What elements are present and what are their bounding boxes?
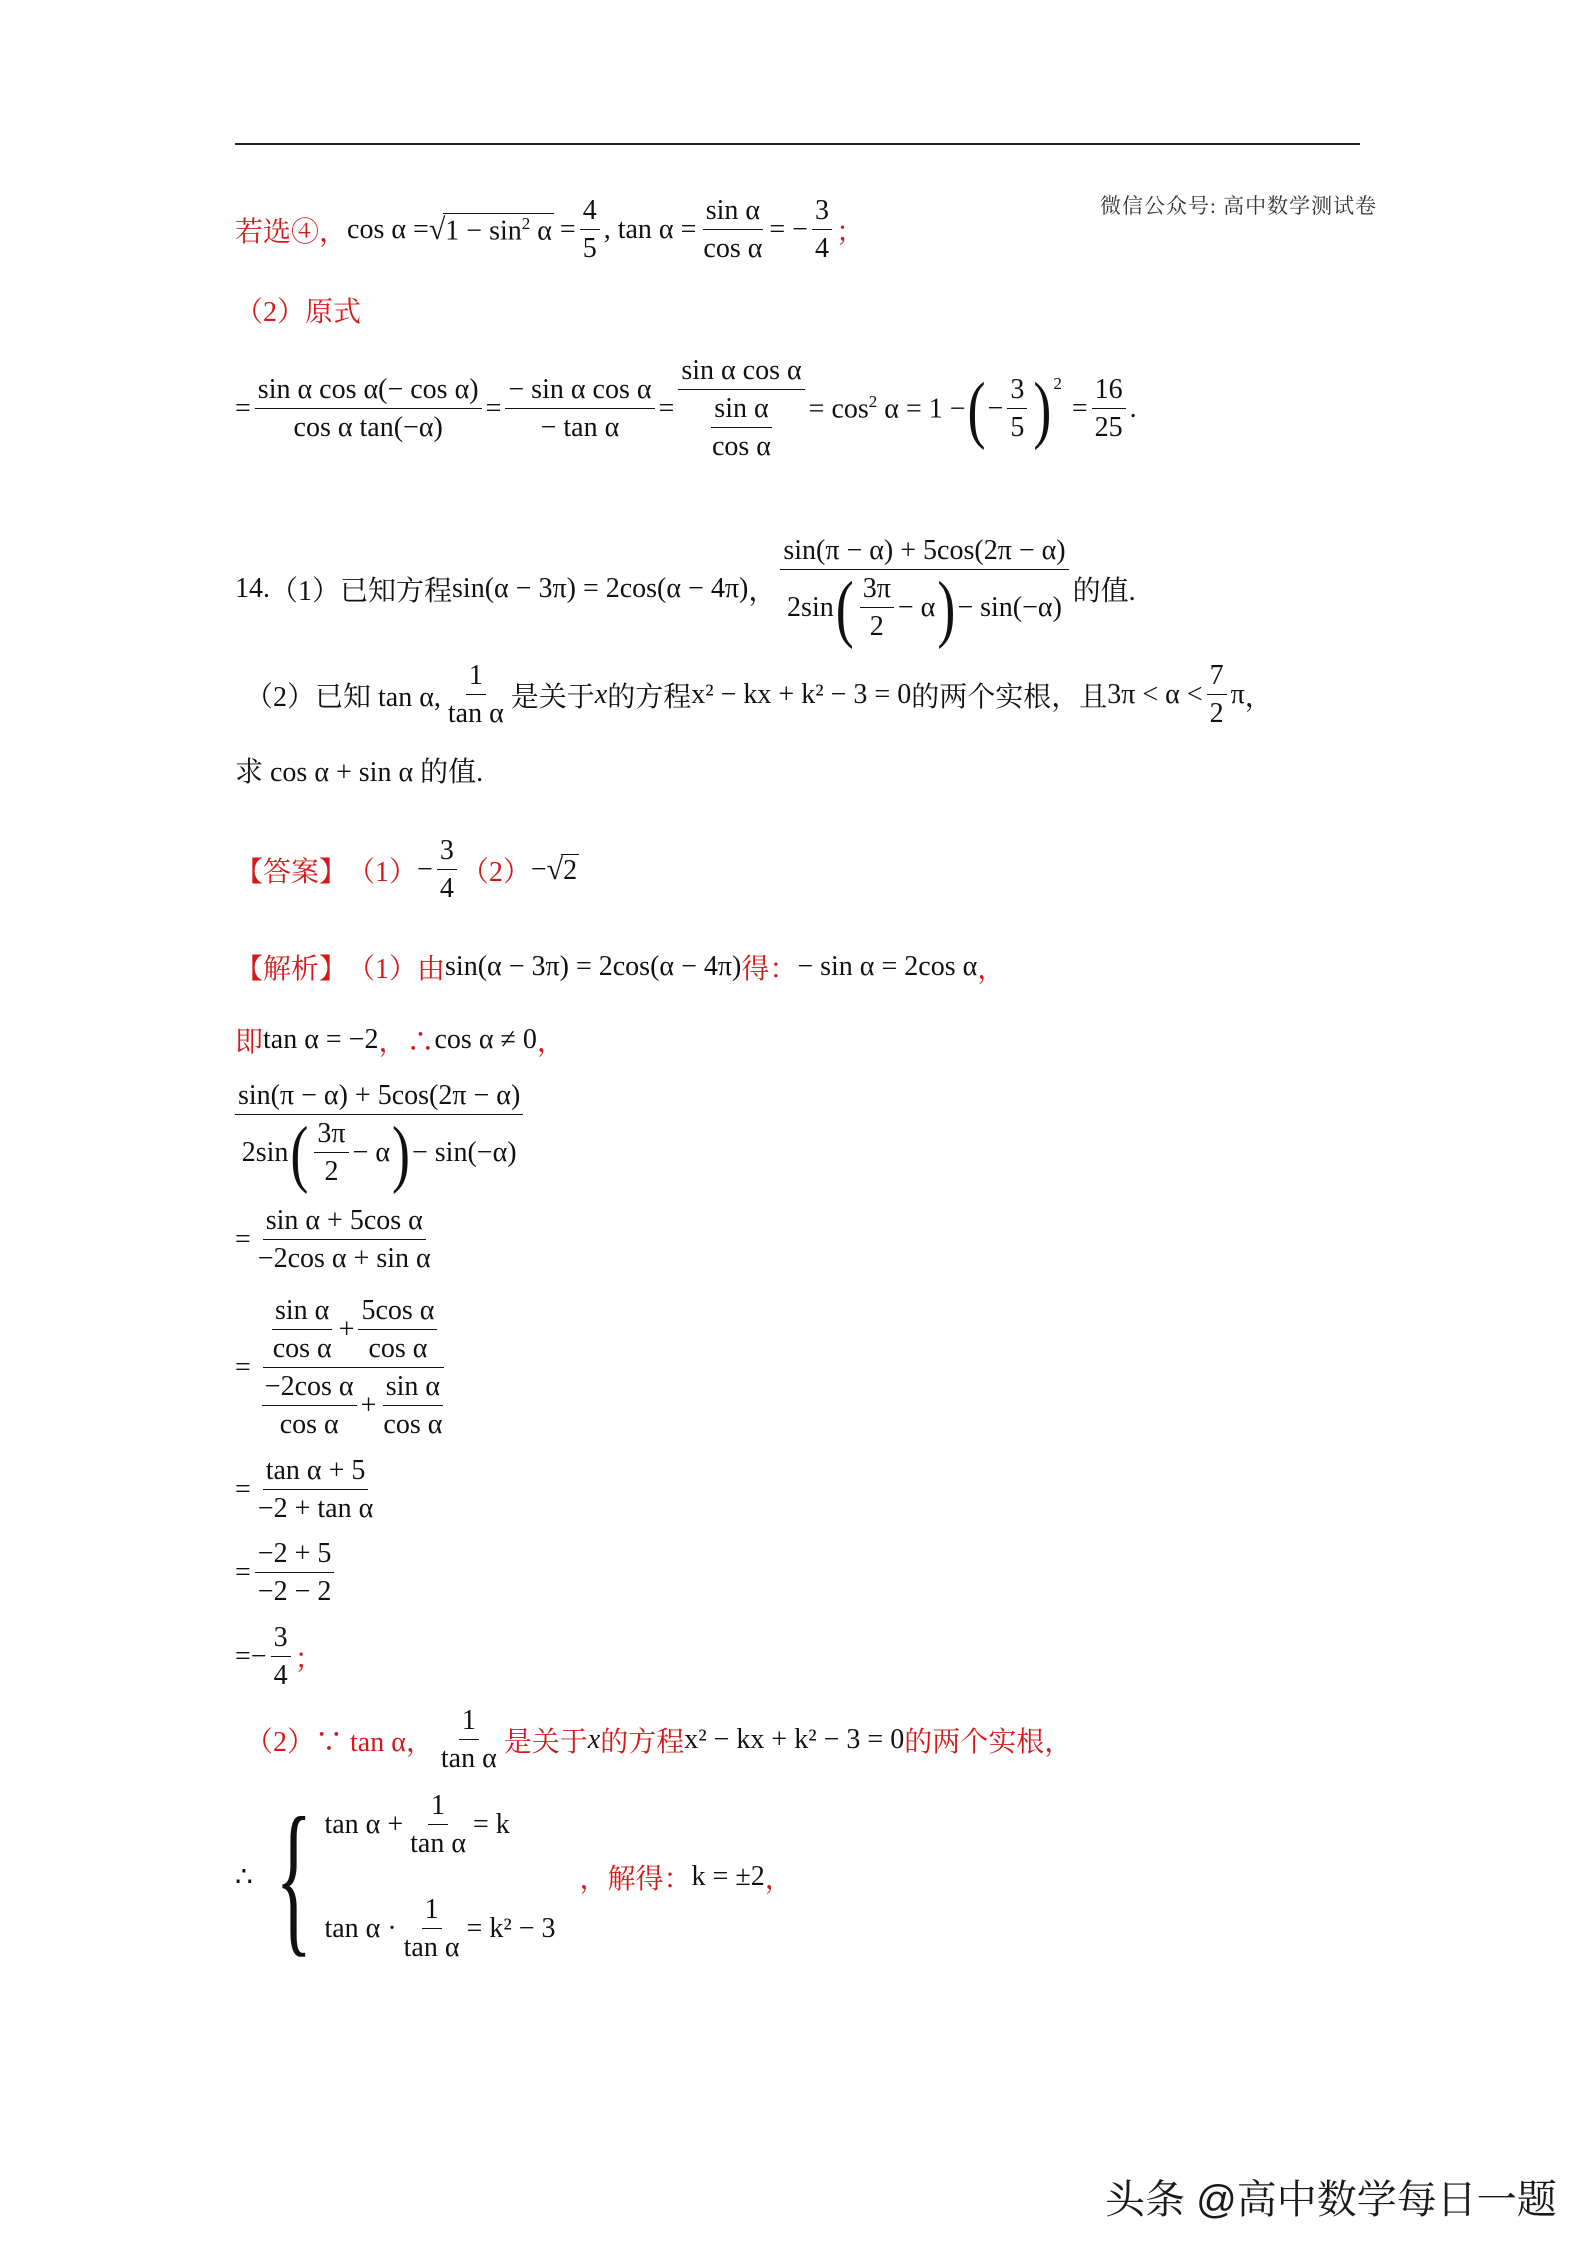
analysis-p2-frac: $\frac{1}{\text{tan α}}$ xyxy=(440,1705,497,1774)
q14-part2 xyxy=(235,660,1273,730)
q14-p1-comma: ， xyxy=(748,576,777,607)
system-eq2: tan α · $\frac{1}{\text{tan α}}$ = k² − 3 xyxy=(324,1894,556,1963)
eq-sign: = xyxy=(235,1224,251,1255)
analysis-cos-nonzero: cos α ≠ 0 xyxy=(434,1024,537,1055)
step3-frac: $\frac{\text{sin α}}{\text{cos α}}$ + $\frac{\text{5cos α}}{\text{cos α}}$ $\frac{\text{−2cos α}}{\text{cos α}}$ + $\frac{\text{sin α}}{\text{cos α}}$ xyxy=(255,1295,453,1441)
q14-p2-frac: $\frac{1}{\text{tan α}}$ xyxy=(447,660,504,729)
eq-sign: = xyxy=(235,393,251,424)
step4-frac: $\frac{\text{tan α + 5}}{\text{−2 + tan α}}$ xyxy=(257,1455,374,1524)
eq-sign: = xyxy=(658,393,675,424)
text: ，∴ xyxy=(378,1027,435,1058)
step2-frac: $\frac{\text{sin α + 5cos α}}{\text{−2cos α + sin α}}$ xyxy=(257,1205,431,1274)
answer-part1: （1） xyxy=(347,857,418,888)
minus-sign: − xyxy=(250,1641,267,1672)
comma: ， xyxy=(1244,682,1273,713)
part2-label: （2）原式 xyxy=(235,297,362,328)
analysis-part2 xyxy=(235,1705,1072,1775)
system-body xyxy=(324,1790,555,1964)
part2-paren-frac: $\frac{3}{5}$ xyxy=(1007,374,1027,444)
answer-tag: 【答案】 xyxy=(235,857,348,888)
text: 的两个实根， xyxy=(904,1727,1073,1758)
therefore-sign: ∴ xyxy=(235,1862,253,1893)
q14-p2-ineq-frac: $\frac{7}{2}$ xyxy=(1207,660,1227,730)
analysis-step4 xyxy=(235,1455,380,1525)
header-watermark-note: 微信公众号: 高中数学测试卷 xyxy=(1100,194,1378,218)
eq-sign: = xyxy=(485,393,502,424)
case4-frac3: $\frac{3}{4}$ xyxy=(812,195,832,265)
analysis-line2 xyxy=(235,1020,565,1060)
text: 的两个实根，且 xyxy=(911,682,1108,713)
case4-cos-lhs: cos α = xyxy=(347,214,429,245)
var-x: x xyxy=(587,1724,601,1755)
text: （2）∵ tan α， xyxy=(245,1727,434,1758)
left-paren: ( xyxy=(967,367,986,451)
q14-p1-eq: sin(α − 3π) = 2cos(α − 4π) xyxy=(452,573,749,604)
pi: π xyxy=(1230,679,1245,710)
answer-line xyxy=(235,835,579,905)
eq-sign: = xyxy=(1071,393,1088,424)
eq-sign: = xyxy=(235,1557,251,1588)
analysis-line1 xyxy=(235,947,1005,987)
answer-frac: $\frac{3}{4}$ xyxy=(437,835,457,905)
part2-frac2: $\frac{\text{− sin α cos α}}{\text{− tan α}}$ xyxy=(505,374,654,444)
case4-eq2: = − xyxy=(769,214,808,245)
q14-number: 14. xyxy=(235,573,270,604)
footer-watermark: 头条 @高中数学每日一题 xyxy=(1105,2178,1557,2222)
minus-sign: − xyxy=(530,854,547,885)
part2-cos2: = $\cos^2 \alpha = 1$ − xyxy=(808,392,966,425)
part2-frac3: $\frac{\text{sin α cos α}}{\frac{\text{sin α}}{\text{cos α}}}$ xyxy=(678,355,804,463)
q14-part1 xyxy=(235,535,1136,650)
minus-sign: − xyxy=(987,393,1004,424)
analysis-step2 xyxy=(235,1205,438,1275)
minus-sign: − xyxy=(417,854,433,885)
text: 即 xyxy=(235,1027,264,1058)
analysis-step6 xyxy=(235,1622,323,1692)
case4-sqrt-body: $1 - \sin^2 \alpha$ xyxy=(445,213,552,247)
analysis-p2-eq: x² − kx + k² − 3 = 0 xyxy=(684,1724,905,1755)
answer-part2: （2） xyxy=(460,857,531,888)
right-paren: ) xyxy=(1033,367,1052,451)
case4-frac2: $\frac{\text{sin α}}{\text{cos α}}$ xyxy=(703,195,763,264)
answer-radicand: 2 xyxy=(563,854,578,886)
case4-eq1: = xyxy=(559,214,576,245)
var-x: x xyxy=(594,679,608,710)
semicolon: ； xyxy=(294,1644,323,1675)
step6-frac: $\frac{3}{4}$ xyxy=(271,1622,291,1692)
q14-p2-ask: 求 cos α + sin α 的值. xyxy=(235,757,484,788)
analysis-system xyxy=(235,1783,793,1971)
eq-sign: = xyxy=(235,1474,251,1505)
q14-p1-frac: sin(π − α) + 5cos(2π − α) 2sin ( $\frac{3\pi}{2}$ − α ) − sin(−α) xyxy=(780,535,1068,643)
case4-label: 若选④， xyxy=(235,217,348,248)
text: 的方程 xyxy=(607,682,692,713)
left-brace: { xyxy=(275,1783,312,1971)
q14-p2-ineq: 3π < α < xyxy=(1107,679,1203,710)
step1-frac: sin(π − α) + 5cos(2π − α) 2sin ( $\frac{3\pi}{2}$ − α ) − sin(−α) xyxy=(235,1080,523,1188)
text: 是关于 xyxy=(503,1727,588,1758)
text: （1）由 xyxy=(347,954,446,985)
q14-p2-lead: （2）已知 tan α, xyxy=(245,682,441,713)
analysis-tan: tan α = −2 xyxy=(263,1024,379,1055)
solve-result: k = ±2 xyxy=(691,1861,765,1892)
analysis-step5 xyxy=(235,1538,338,1608)
system-eq1: tan α + $\frac{1}{\text{tan α}}$ = k xyxy=(324,1790,510,1859)
sqrt-sign: √ xyxy=(546,853,564,886)
part2-equation: = $\frac{\text{sin α cos α(− cos α)}}{\text{cos α tan(−α)}}$ = $\frac{\text{− sin α cos α}}{\text{− tan α}}$ = $\frac{\text{sin α cos α}}{\frac{\text{sin α}}{\text{cos α}}}$ = $\cos^2 \alpha = 1$ − ( − $\frac{3}{5}$ ) $^2$ = $\frac{16}{25}$ . xyxy=(235,355,1137,462)
text: 是关于 xyxy=(510,682,595,713)
q14-p1-tail: 的值. xyxy=(1072,576,1136,607)
case4-line xyxy=(235,195,864,265)
eq-sign: = xyxy=(235,1352,251,1383)
comma: ， xyxy=(536,1027,565,1058)
sqrt-sign: √ xyxy=(428,213,446,246)
text: 的方程 xyxy=(600,1727,685,1758)
analysis-tag: 【解析】 xyxy=(235,954,348,985)
comma: ， xyxy=(977,954,1006,985)
eq-sign: = xyxy=(235,1641,251,1672)
analysis-step3 xyxy=(235,1295,456,1441)
q14-p1-lead: （1）已知方程 xyxy=(270,576,453,607)
analysis-result: − sin α = 2cos α xyxy=(797,951,978,982)
case4-frac1: $\frac{4}{5}$ xyxy=(580,195,600,265)
text: 得： xyxy=(741,954,798,985)
text: ，解得： xyxy=(579,1864,692,1895)
header-rule xyxy=(235,143,1360,145)
step5-frac: $\frac{-2 + 5}{-2 - 2}$ xyxy=(255,1538,335,1608)
part2-frac1: $\frac{\text{sin α cos α(− cos α)}}{\text{cos α tan(−α)}}$ xyxy=(255,374,482,444)
analysis-step1 xyxy=(235,1080,523,1195)
case4-end: ； xyxy=(835,217,864,248)
part2-result: $\frac{16}{25}$ xyxy=(1092,374,1126,444)
period: . xyxy=(1129,393,1137,424)
comma: ， xyxy=(764,1864,793,1895)
analysis-eq: sin(α − 3π) = 2cos(α − 4π) xyxy=(445,951,742,982)
q14-p2-eq: x² − kx + k² − 3 = 0 xyxy=(691,679,912,710)
case4-tan: , tan α = xyxy=(603,214,697,245)
